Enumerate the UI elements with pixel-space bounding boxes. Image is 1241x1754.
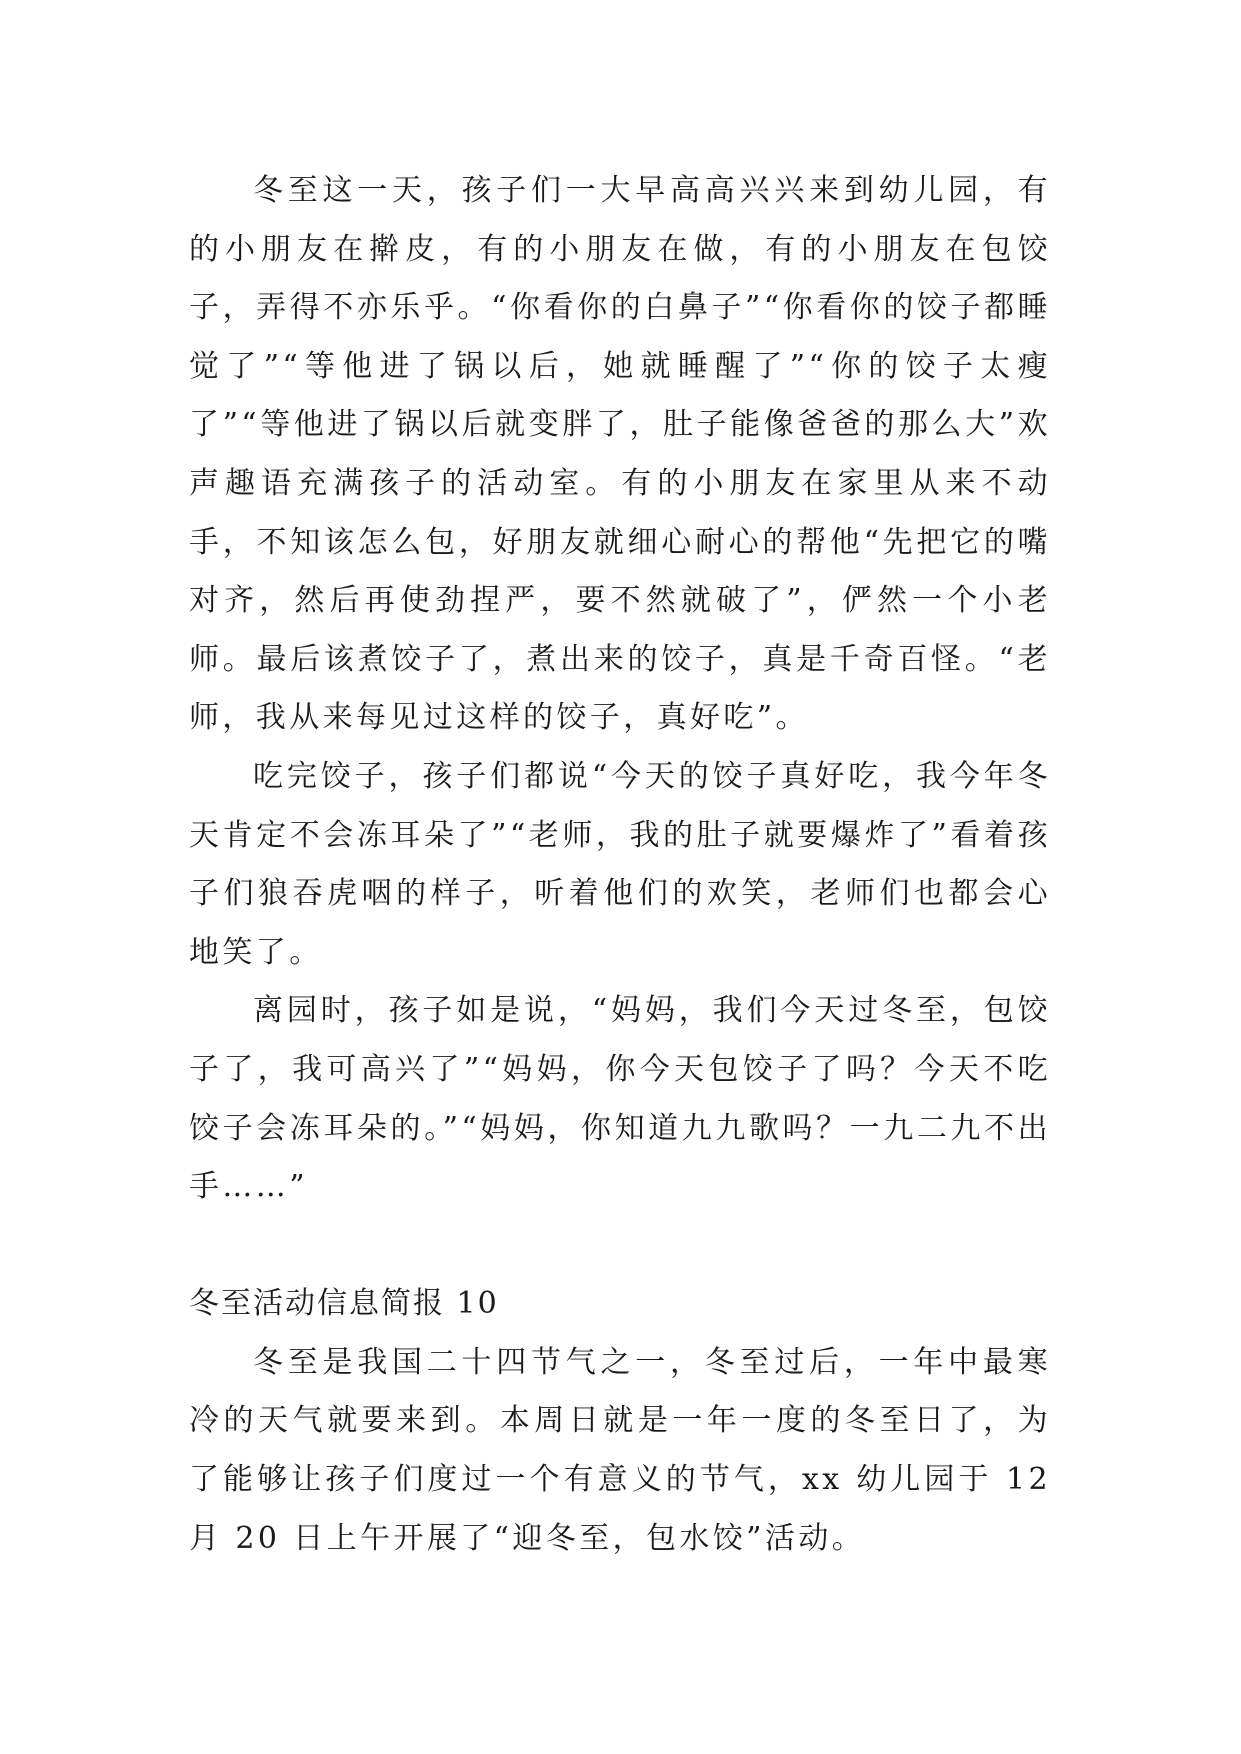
paragraph-solstice-intro: 冬至是我国二十四节气之一，冬至过后，一年中最寒冷的天气就要来到。本周日就是一年一度的冬至日了，为了能够让孩子们度过一个有意义的节气，xx 幼儿园于 12 月 20 日上午开展了“迎冬至，包水饺”活动。	[189, 1344, 1051, 1556]
paragraph-after-eating: 吃完饺子，孩子们都说“今天的饺子真好吃，我今年冬天肯定不会冻耳朵了”“老师，我的肚子就要爆炸了”看着孩子们狼吞虎咽的样子，听着他们的欢笑，老师们也都会心地笑了。	[189, 758, 1051, 970]
section-spacer	[189, 1217, 1051, 1276]
section-heading: 冬至活动信息简报 10	[189, 1286, 499, 1322]
paragraph-leaving-kindergarten: 离园时，孩子如是说，“妈妈，我们今天过冬至，包饺子了，我可高兴了”“妈妈，你今天包饺子了吗？今天不吃饺子会冻耳朵的。”“妈妈，你知道九九歌吗？一九二九不出手……”	[189, 993, 1051, 1205]
document-body	[189, 162, 1051, 1568]
paragraph-winter-solstice-dumplings: 冬至这一天，孩子们一大早高高兴兴来到幼儿园，有的小朋友在擀皮，有的小朋友在做，有的小朋友在包饺子，弄得不亦乐乎。“你看你的白鼻子”“你看你的饺子都睡觉了”“等他进了锅以后，她就睡醒了”“你的饺子太瘦了”“等他进了锅以后就变胖了，肚子能像爸爸的那么大”欢声趣语充满孩子的活动室。有的小朋友在家里从来不动手，不知该怎么包，好朋友就细心耐心的帮他“先把它的嘴对齐，然后再使劲捏严，要不然就破了”，俨然一个小老师。最后该煮饺子了，煮出来的饺子，真是千奇百怪。“老师，我从来每见过这样的饺子，真好吃”。	[189, 173, 1051, 736]
